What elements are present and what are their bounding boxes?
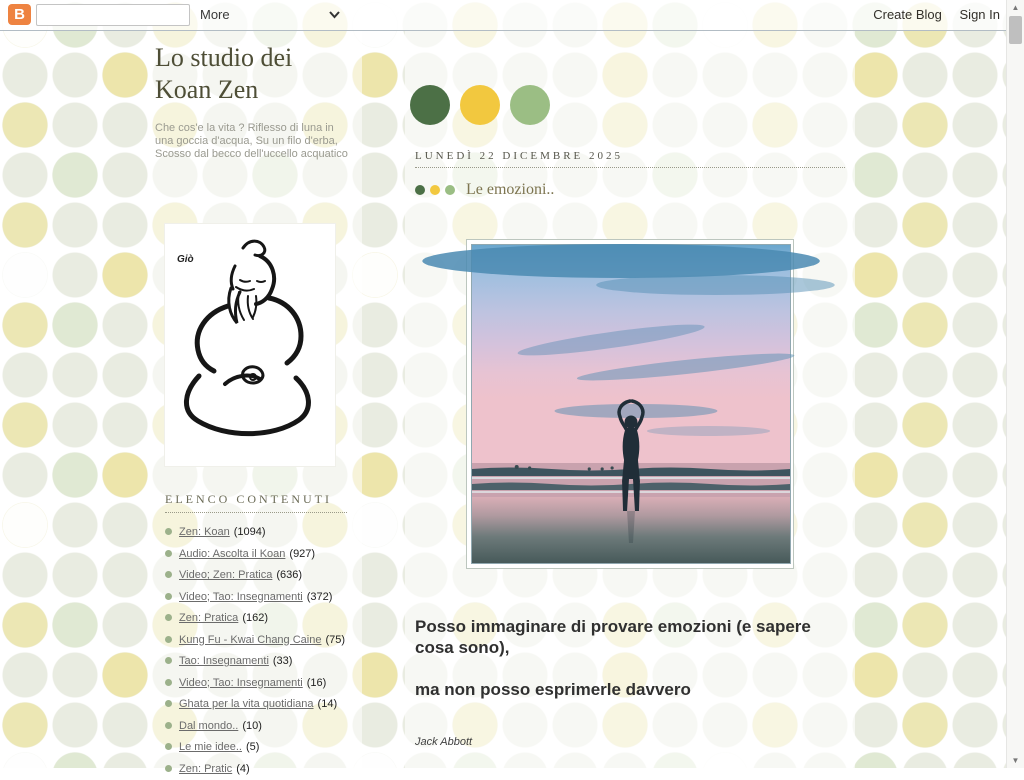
list-item [165, 673, 357, 695]
bullet-icon [165, 765, 172, 772]
bullet-icon [165, 679, 172, 686]
scrollbar-thumb[interactable] [1009, 16, 1022, 44]
label-link[interactable]: Ghata per la vita quotidiana [179, 698, 314, 710]
light-green-circle [510, 85, 550, 125]
label-link[interactable]: Dal mondo.. [179, 720, 238, 732]
blog-description: Che cos'e la vita ? Riflesso di luna in una goccia d'acqua, Su un filo d'erba, Scosso dal becco dell'uccello acquatico [155, 122, 355, 161]
label-link[interactable]: Kung Fu - Kwai Chang Caine [179, 634, 321, 646]
post-image-frame[interactable] [466, 239, 794, 569]
blogger-logo-icon[interactable]: B [8, 4, 31, 25]
list-item [165, 694, 357, 716]
post-paragraph: ma non posso esprimerle davvero [415, 679, 853, 700]
navbar-right-links [859, 0, 1000, 30]
label-link[interactable]: Zen: Koan [179, 526, 230, 538]
profile-image[interactable] [165, 224, 335, 466]
post-author: Jack Abbott [415, 736, 845, 748]
label-link[interactable]: Zen: Pratic [179, 763, 232, 775]
label-list [165, 522, 357, 780]
bullet-icon [165, 593, 172, 600]
list-item [165, 565, 357, 587]
bullet-icon [165, 528, 172, 535]
blogger-navbar [0, 0, 1024, 31]
label-count: (162) [242, 612, 268, 624]
yellow-circle [460, 85, 500, 125]
label-link[interactable]: Audio: Ascolta il Koan [179, 548, 285, 560]
vertical-scrollbar[interactable] [1006, 0, 1024, 768]
list-item [165, 608, 357, 630]
blog-title[interactable]: Lo studio dei Koan Zen [155, 42, 335, 106]
bullet-icon [165, 722, 172, 729]
navbar-search-box [36, 4, 190, 26]
bullet-icon [165, 657, 172, 664]
dark-green-circle [410, 85, 450, 125]
label-count: (33) [273, 655, 293, 667]
bullet-icon [165, 700, 172, 707]
bullet-icon [165, 550, 172, 557]
list-item [165, 522, 357, 544]
list-item [165, 587, 357, 609]
label-count: (636) [276, 569, 302, 581]
post-date-header: LUNEDÌ 22 DICEMBRE 2025 [415, 150, 845, 168]
label-count: (372) [307, 591, 333, 603]
list-item [165, 544, 357, 566]
list-item [165, 716, 357, 738]
label-link[interactable]: Tao: Insegnamenti [179, 655, 269, 667]
bullet-icon [165, 743, 172, 750]
label-count: (1094) [234, 526, 266, 538]
list-item [165, 759, 357, 780]
list-item [165, 630, 357, 652]
post-paragraph: Posso immaginare di provare emozioni (e sapere cosa sono), [415, 616, 853, 658]
scroll-up-arrow-icon[interactable]: ▲ [1007, 0, 1024, 15]
light-green-dot-icon [445, 185, 455, 195]
post-title-row [415, 181, 845, 199]
profile-image-caption: Giò [177, 254, 194, 265]
header-accent-circles [410, 85, 560, 125]
label-count: (16) [307, 677, 327, 689]
bullet-icon [165, 614, 172, 621]
list-item [165, 737, 357, 759]
label-count: (75) [325, 634, 345, 646]
sidebar-contents-heading: ELENCO CONTENUTI [165, 492, 347, 513]
label-count: (10) [242, 720, 262, 732]
label-count: (927) [289, 548, 315, 560]
post-title-link[interactable]: Le emozioni.. [466, 181, 554, 199]
yellow-dot-icon [430, 185, 440, 195]
chevron-down-icon[interactable] [328, 9, 341, 21]
label-link[interactable]: Le mie idee.. [179, 741, 242, 753]
main-content [405, 30, 855, 768]
label-link[interactable]: Video; Zen: Pratica [179, 569, 272, 581]
list-item [165, 651, 357, 673]
search-input[interactable] [37, 7, 200, 23]
sidebar [150, 30, 362, 768]
bullet-icon [165, 571, 172, 578]
label-link[interactable]: Video; Tao: Insegnamenti [179, 591, 303, 603]
label-link[interactable]: Zen: Pratica [179, 612, 238, 624]
post-body [415, 616, 853, 700]
label-count: (4) [236, 763, 249, 775]
label-count: (5) [246, 741, 259, 753]
label-link[interactable]: Video; Tao: Insegnamenti [179, 677, 303, 689]
bullet-icon [165, 636, 172, 643]
scroll-down-arrow-icon[interactable]: ▼ [1007, 753, 1024, 768]
label-count: (14) [318, 698, 338, 710]
dark-green-dot-icon [415, 185, 425, 195]
beach-yoga-sunset-photo [471, 244, 791, 564]
create-blog-link[interactable]: Create Blog [873, 7, 942, 22]
sign-in-link[interactable]: Sign In [960, 7, 1000, 22]
more-menu[interactable]: More [200, 0, 230, 30]
